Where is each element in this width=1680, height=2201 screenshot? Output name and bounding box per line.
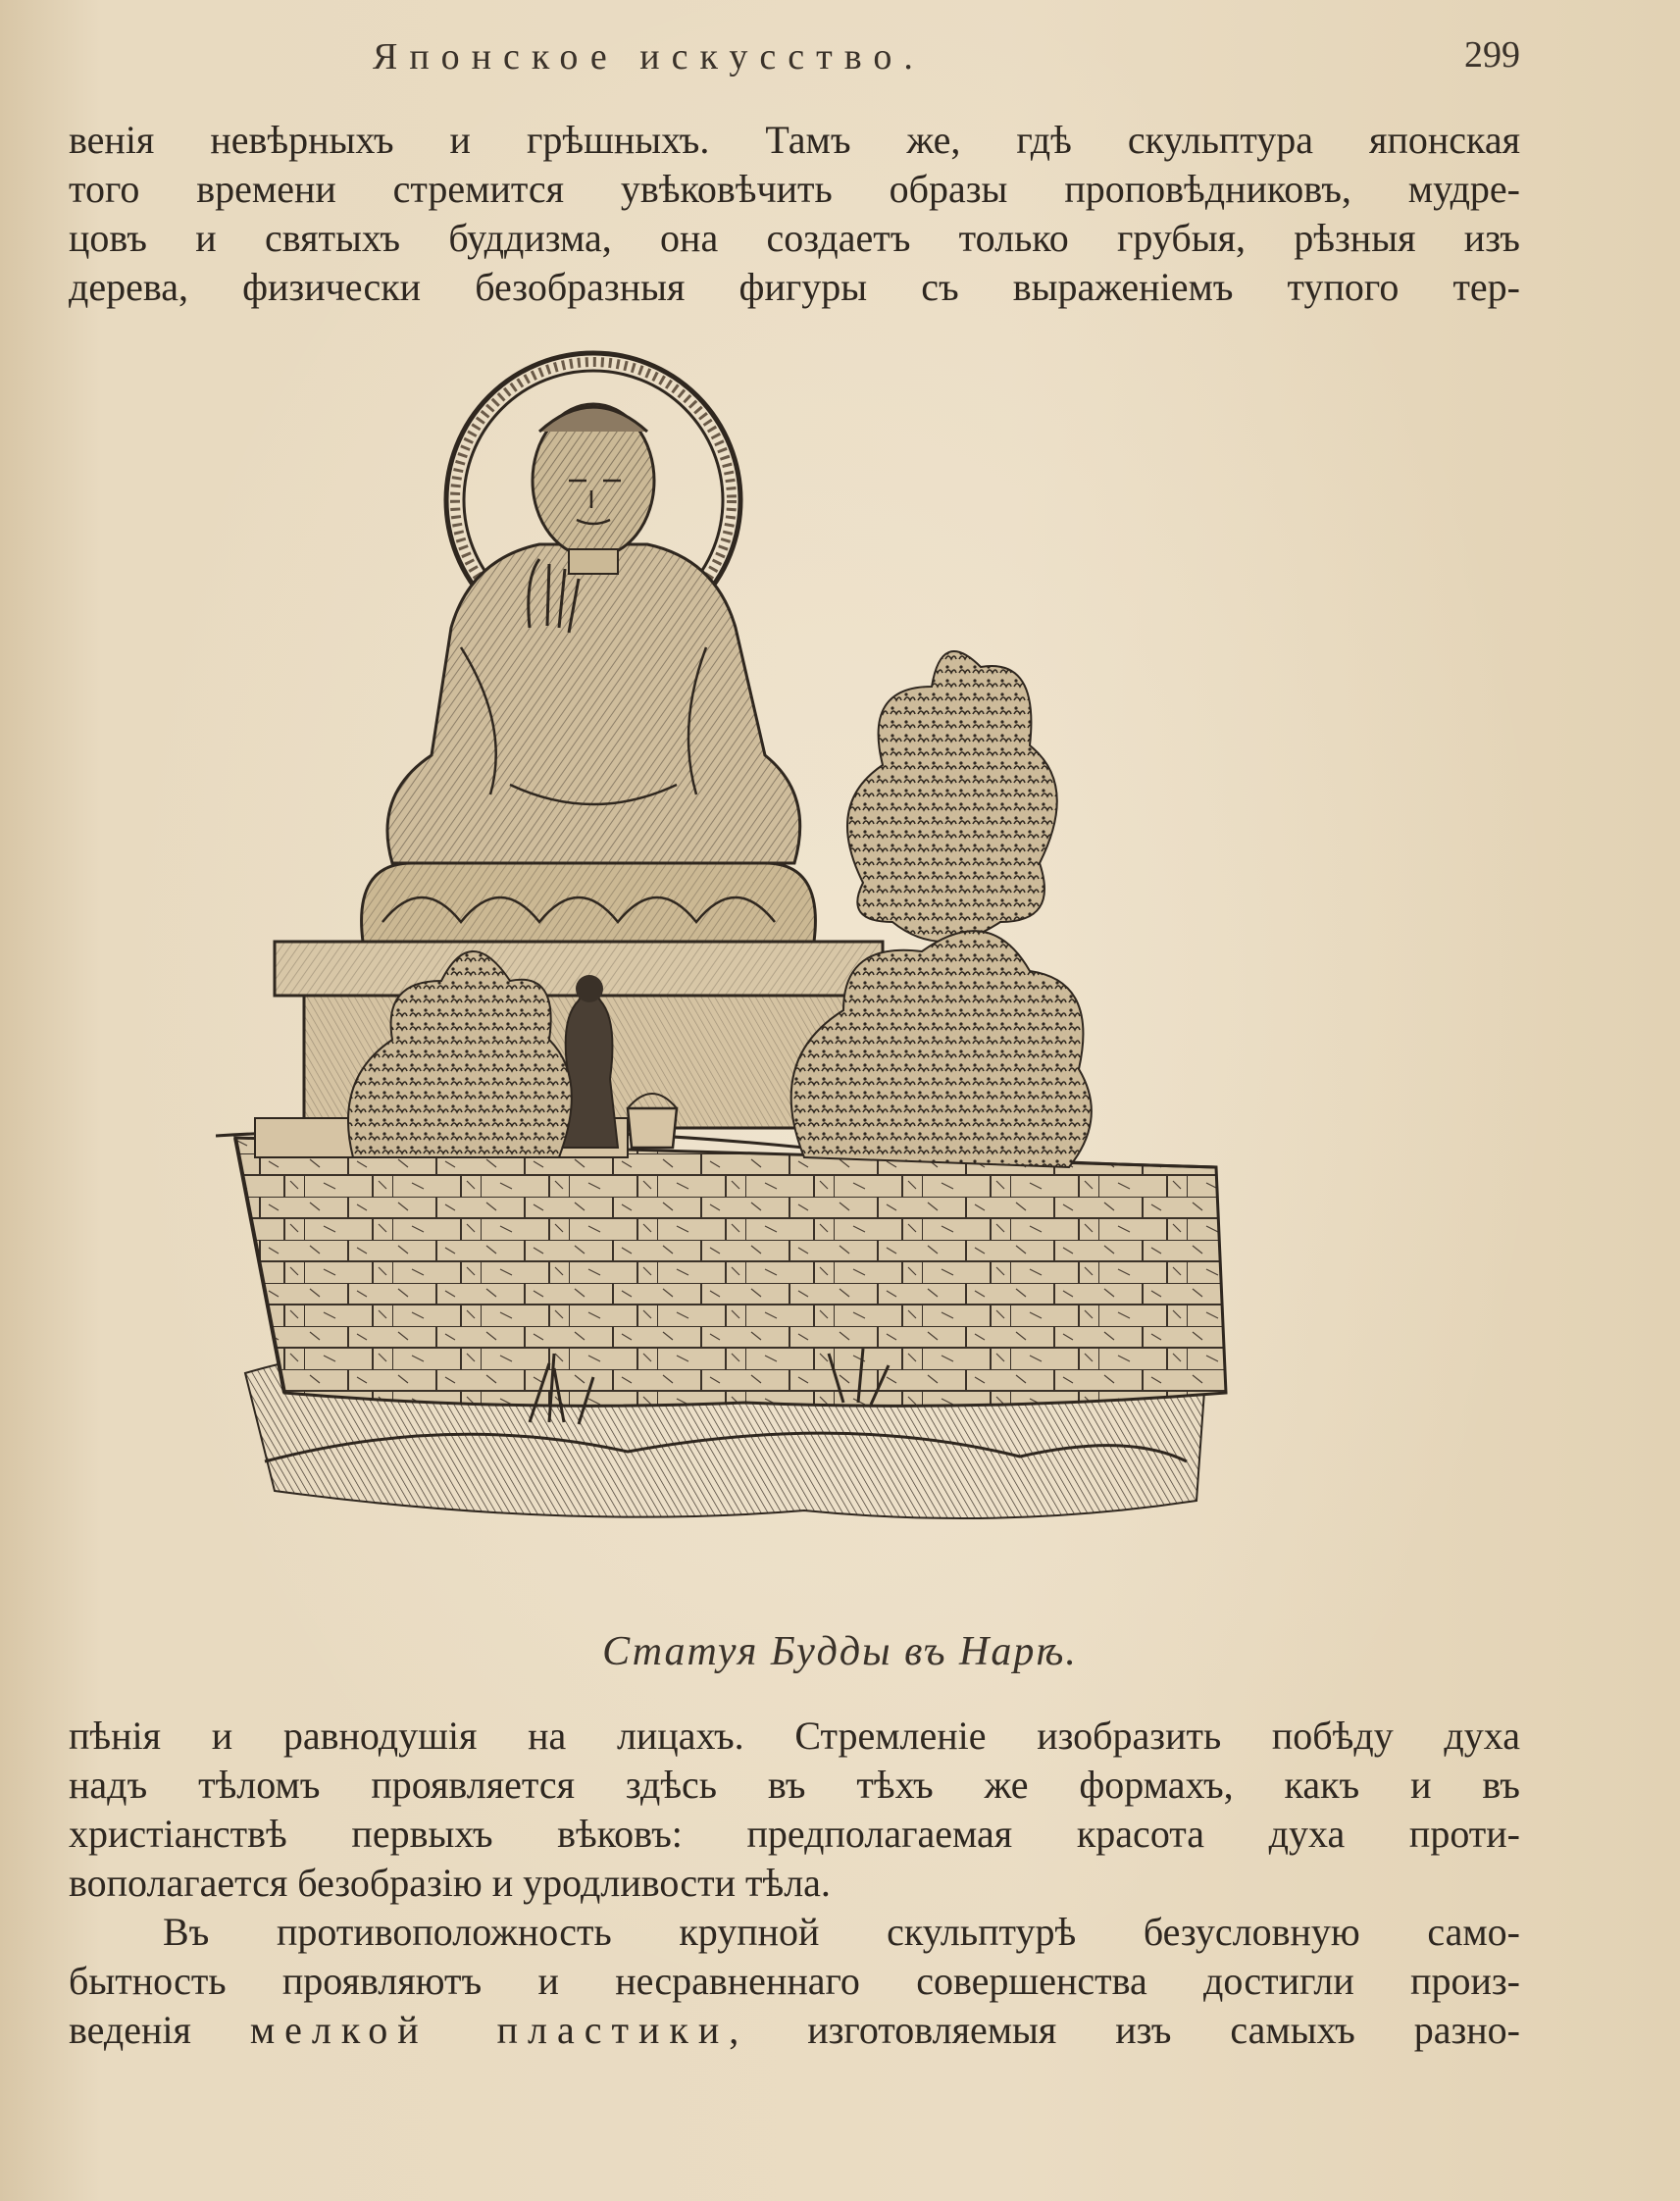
text-line: бытность проявляютъ и несравненнаго совершенства достигли произ- bbox=[69, 1959, 1520, 2003]
text-line: вополагается безобразію и уродливости тѣла. bbox=[69, 1861, 831, 1905]
text-segment: веденія bbox=[69, 2008, 191, 2052]
text-line-with-emphasis bbox=[69, 2006, 1520, 2055]
bottom-paragraph bbox=[69, 1712, 1520, 1908]
page-number: 299 bbox=[1464, 34, 1520, 76]
text-line: цовъ и святыхъ буддизма, она создаетъ только грубыя, рѣзныя изъ bbox=[69, 216, 1520, 260]
running-title: Японское искусство. bbox=[373, 36, 925, 77]
text-line: того времени стремится увѣковѣчить образы проповѣдниковъ, мудре- bbox=[69, 167, 1520, 211]
figure-caption: Статуя Будды въ Нарѣ. bbox=[602, 1629, 1078, 1674]
text-line: венія невѣрныхъ и грѣшныхъ. Тамъ же, гдѣ скульптура японская bbox=[69, 118, 1520, 162]
next-paragraph bbox=[69, 1908, 1520, 2055]
text-line: Въ противоположность крупной скульптурѣ безусловную само- bbox=[163, 1910, 1520, 1954]
text-line: дерева, физически безобразныя фигуры съ выраженіемъ тупого тер- bbox=[69, 265, 1520, 309]
page-header bbox=[69, 35, 1520, 84]
text-line: пѣнія и равнодушія на лицахъ. Стремленіе изобразить побѣду духа bbox=[69, 1714, 1520, 1758]
text-line: надъ тѣломъ проявляется здѣсь въ тѣхъ же формахъ, какъ и въ bbox=[69, 1763, 1520, 1807]
engraving-illustration bbox=[216, 333, 1373, 1618]
buddha-statue-engraving bbox=[216, 333, 1373, 1618]
emphasized-term: мелкой пластики, bbox=[249, 2008, 749, 2052]
top-paragraph bbox=[69, 116, 1520, 312]
text-line: христіанствѣ первыхъ вѣковъ: предполагаемая красота духа проти- bbox=[69, 1812, 1520, 1856]
text-segment: изготовляемыя изъ самыхъ разно- bbox=[807, 2008, 1520, 2052]
